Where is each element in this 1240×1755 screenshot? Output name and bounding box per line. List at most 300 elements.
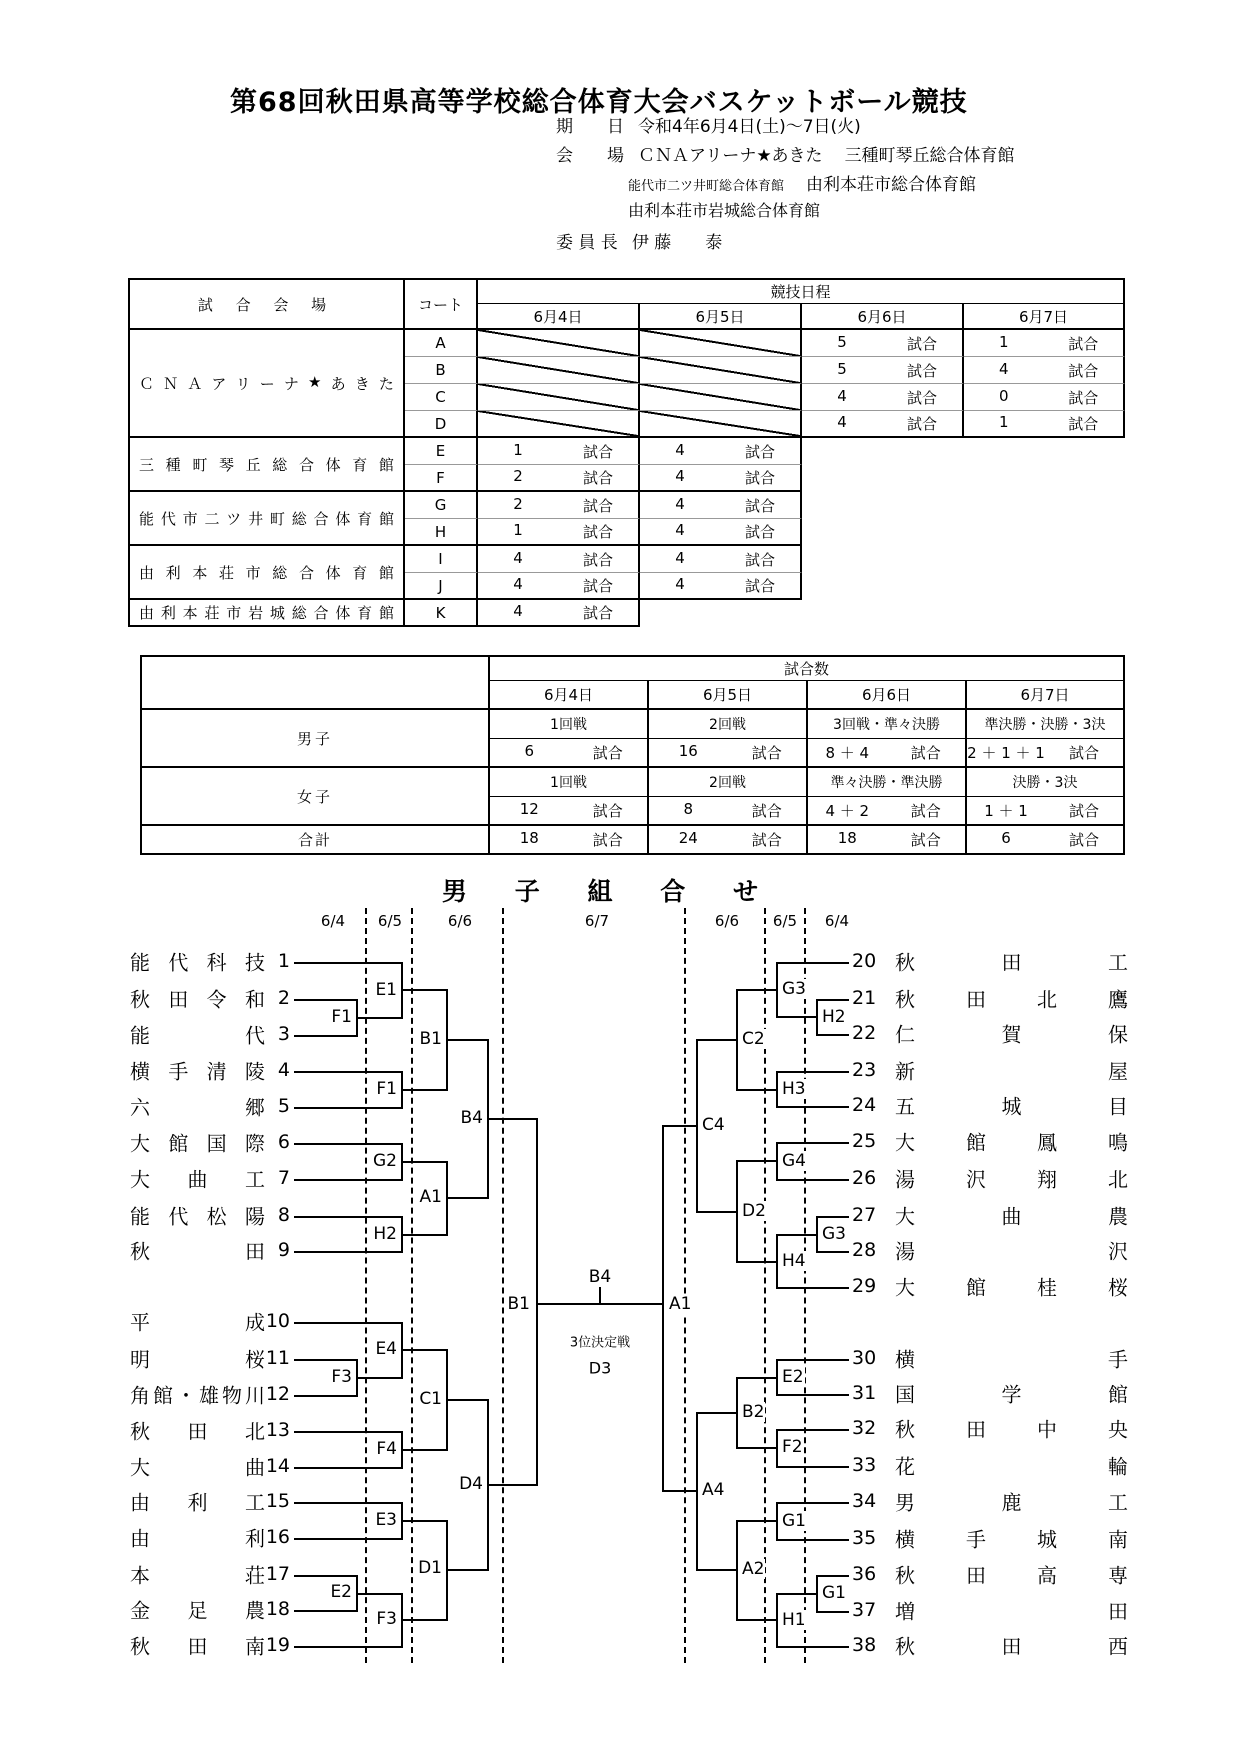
team-name-char: 横 [895,1347,915,1372]
bracket-line [736,1377,738,1449]
games-unit: 試合 [906,388,937,407]
team-name [130,1595,265,1624]
third-place-title: 3位決定戦 [570,1332,630,1351]
venue-char: 総 [291,604,307,622]
venue-header: 試 合 会 場 [128,278,405,330]
games-count: 4 [998,359,1009,378]
team-line [294,1610,358,1612]
venue-char: 館 [378,604,394,622]
day-divider-line [684,908,686,1663]
team-seed-number: 1 [277,950,290,972]
venue-char: 市 [182,509,198,528]
venue-char: 体 [325,455,341,474]
games-unit: 試合 [906,415,937,433]
match-label: C1 [419,1389,442,1409]
bracket-line [401,1349,448,1351]
bracket-line [401,989,448,991]
court-cell: E [405,438,478,465]
team-seed-number: 11 [265,1347,290,1369]
bracket-line [446,1039,489,1041]
team-name-char: 鳴 [1108,1130,1128,1155]
bracket-title-char: 合 [660,877,686,906]
venue-char: 井 [248,509,264,528]
team-name-char: 清 [206,1059,227,1084]
team-name-char: 鹿 [1001,1490,1022,1515]
bracket-line [446,1399,489,1401]
team-name-char: 大 [130,1455,150,1480]
bracket-line [401,1071,403,1109]
team-name-char: 城 [1037,1527,1057,1552]
team-name [895,1414,1128,1443]
team-name-char: 手 [966,1527,986,1552]
team-name-char: 能 [130,1204,150,1229]
bracket-line [401,1234,448,1236]
venue-char: リ [235,374,251,393]
bracket-line [446,1161,448,1236]
team-seed-number: 36 [852,1563,877,1585]
games-count: 4 [837,413,847,431]
games-unit: 試合 [1068,334,1099,353]
bracket-line [776,1071,778,1108]
team-seed-number: 8 [277,1204,290,1226]
team-name-char: 仁 [895,1022,915,1047]
team-name-char: 由 [130,1490,150,1515]
team-line [294,1575,358,1577]
team-name-char: 館 [966,1130,986,1155]
court-cell: B [405,357,478,384]
round-cell: 2回戦 [649,768,808,797]
games-unit: 試合 [744,577,775,595]
games-count: 4 [837,386,847,405]
games-count: 4 [675,548,685,567]
final-match-label: B4 [588,1267,612,1287]
bracket-line [776,1429,778,1468]
team-name-char: 目 [1108,1094,1128,1119]
team-name [130,1236,265,1265]
team-name-char: 手 [168,1059,189,1084]
venue-char: 育 [357,509,373,528]
third-place-match-label: D3 [588,1358,612,1378]
bracket-line [487,1118,538,1120]
team-name-char: 秋 [130,987,150,1012]
team-name-char: 館 [153,1383,173,1408]
team-name [130,1056,265,1085]
games-count: 6 [524,742,535,760]
court-cell: F [405,465,478,492]
team-name-char: 明 [130,1347,150,1372]
match-label: D4 [459,1474,483,1494]
team-name-char: 沢 [1108,1239,1128,1264]
bracket-line [816,1575,818,1613]
team-name-char: 物 [222,1383,242,1408]
match-label: F1 [376,1079,397,1099]
venue-char: 岩 [248,604,264,622]
match-label: D1 [418,1558,442,1578]
games-count: 1 [998,332,1009,351]
team-name-char: 秋 [895,950,915,975]
games-count: 0 [998,386,1009,405]
team-name-char: 秋 [895,987,915,1012]
bracket-line [401,1502,403,1540]
bracket-line [536,1118,538,1486]
match-label: F4 [376,1439,397,1459]
bracket-line [446,1520,448,1621]
team-seed-number: 35 [852,1527,877,1549]
chair-name: 伊 藤 泰 [631,233,723,253]
team-seed-number: 21 [852,987,877,1009]
team-line [294,1143,403,1145]
team-seed-number: 9 [277,1239,290,1261]
venue-char: 館 [378,563,394,582]
team-name-char: 大 [895,1204,915,1229]
team-name [895,1487,1128,1516]
bracket-date-label: 6/5 [772,912,798,930]
team-line [294,1107,403,1109]
court-cell: A [405,330,478,357]
bracket-line [401,1593,403,1648]
bracket-line [736,1160,778,1162]
date-header-cell: 6月7日 [967,681,1125,710]
team-seed-number: 31 [852,1382,877,1404]
team-name-char: 南 [245,1634,265,1659]
venue-value-5: 由利本荘市岩城総合体育館 [628,201,821,220]
team-name-char: 陵 [244,1059,265,1084]
team-seed-number: 10 [265,1310,290,1332]
team-name-char: 輪 [1108,1454,1128,1479]
team-name-char: 央 [1108,1417,1128,1442]
games-count: 12 [519,800,539,818]
venue-char: 町 [269,509,285,528]
court-cell: I [405,546,478,573]
team-name-char: 田 [187,1634,208,1659]
games-count: 18 [837,829,857,847]
team-name-char: 荘 [245,1563,265,1588]
match-label: G2 [373,1151,397,1171]
venue-char: 二 [204,509,220,528]
team-name-char: 桜 [1108,1275,1128,1300]
team-name-char: 国 [206,1131,227,1156]
bracket-line [662,1125,664,1492]
round-cell: 2回戦 [649,710,808,739]
schedule-days-header: 競技日程 [478,278,1125,304]
bracket-line [776,1593,778,1648]
games-unit: 試合 [582,496,613,515]
games-unit: 試合 [582,469,613,487]
team-seed-number: 15 [265,1490,290,1512]
team-name [895,1056,1128,1085]
games-count: 2 ＋ 1 ＋ 1 [967,744,1045,762]
team-seed-number: 19 [265,1634,290,1656]
games-count: 4 [675,440,685,459]
games-unit: 試合 [582,442,613,461]
team-name-char: 工 [245,1490,265,1515]
match-label: F2 [782,1437,803,1457]
team-name-char: 本 [130,1563,150,1588]
team-line [776,1539,849,1541]
team-name-char: 大 [895,1130,915,1155]
team-line [776,1071,849,1073]
team-name-char: 高 [1037,1563,1057,1588]
match-label: B1 [507,1294,530,1314]
team-line [776,1394,849,1396]
category-cell: 女子 [140,768,490,826]
bracket-line [662,1490,698,1492]
bracket-line [401,1143,403,1181]
date-header-cell: 6月6日 [802,304,964,330]
team-name-char: 代 [245,1023,265,1048]
team-name [130,1523,265,1552]
venue-char: 体 [335,604,351,622]
team-name-char: 郷 [245,1095,265,1120]
venue-value-3: 能代市二ツ井町総合体育館 [628,179,785,194]
venue-char: 育 [352,455,368,474]
venue-char: 本 [192,563,208,582]
team-line [776,1179,849,1181]
venue-char: た [378,374,394,393]
venue-char: 体 [325,563,341,582]
venue-char: 城 [269,604,285,622]
team-name-char: 賀 [1001,1022,1022,1047]
day-divider-line [411,908,413,1663]
bracket-line [401,1619,448,1621]
team-line [776,1287,849,1289]
games-count: 4 [513,602,523,620]
team-name [895,984,1128,1013]
team-name-char: 田 [1001,1634,1022,1659]
team-seed-number: 29 [852,1275,877,1297]
team-name-char: 田 [966,987,986,1012]
team-name-char: 湯 [895,1239,915,1264]
bracket-line [356,1575,358,1612]
bracket-line [776,1593,818,1595]
games-count: 24 [678,829,698,847]
team-name [895,1631,1128,1660]
day-divider-line [502,908,504,1663]
team-seed-number: 2 [277,987,290,1009]
team-name-char: 令 [206,987,227,1012]
team-name-char: 陽 [244,1204,265,1229]
bracket-line [816,999,818,1036]
team-name-char: 秋 [895,1563,915,1588]
games-unit: 試合 [1068,831,1099,849]
venue-char: 荘 [204,604,220,622]
team-name-char: 際 [244,1131,265,1156]
team-name-char: 農 [1108,1204,1128,1229]
venue-char: 合 [298,455,314,474]
match-label: B2 [742,1402,765,1422]
team-name-char: 六 [130,1095,150,1120]
team-name-char: 能 [130,1023,150,1048]
date-header-cell: 6月5日 [640,304,802,330]
bracket-line [776,1142,778,1181]
team-line [294,999,358,1001]
team-line [816,1216,849,1218]
team-line [294,962,403,964]
team-line [294,1322,403,1324]
venue-char: 荘 [218,563,234,582]
team-seed-number: 17 [265,1563,290,1585]
bracket-line [446,1349,448,1451]
team-name-char: 秋 [895,1417,915,1442]
team-name-char: 中 [1037,1417,1057,1442]
games-unit: 試合 [744,550,775,569]
venue-char: 三 [139,455,155,474]
venue-char: 館 [378,455,394,474]
venue-char: 琴 [218,455,234,474]
bracket-title-char: 男 [442,877,468,906]
date-header-cell: 6月4日 [478,304,640,330]
round-cell: 決勝・3決 [967,768,1125,797]
venue-char: ★ [307,372,322,391]
team-name [895,1164,1128,1193]
venue-char: 総 [272,563,288,582]
team-line [294,1251,403,1253]
bracket-line [736,989,738,1091]
venue-char: 館 [378,509,394,528]
bracket-line [446,989,448,1091]
team-name-char: 角 [130,1383,150,1408]
team-name-char: ・ [176,1383,196,1408]
court-cell: D [405,411,478,438]
team-name-char: 北 [245,1419,265,1444]
team-name-char: 保 [1108,1022,1128,1047]
bracket-line [401,1449,448,1451]
team-seed-number: 12 [265,1383,290,1405]
team-name-char: 屋 [1108,1059,1128,1084]
bracket-line [356,1017,403,1019]
team-line [776,1466,849,1468]
team-name-char: 北 [1108,1167,1128,1192]
team-name [895,1127,1128,1156]
round-cell: 準々決勝・準決勝 [808,768,967,797]
team-name-char: 大 [130,1167,150,1192]
match-label: H3 [782,1079,806,1099]
match-label: F3 [331,1367,352,1387]
match-label: F1 [331,1007,352,1027]
venue-char: 合 [313,509,329,528]
bracket-line [696,1039,698,1213]
bracket-line [696,1412,698,1571]
games-unit: 試合 [751,744,782,762]
date-label: 期 日 [556,117,624,137]
team-name-char: 金 [130,1598,150,1623]
team-name-char: 沢 [966,1167,986,1192]
games-count-header: 試合数 [490,655,1125,681]
team-name [130,1092,265,1121]
team-name [895,1236,1128,1265]
court-cell: H [405,519,478,546]
chair-label: 委 員 長 [556,233,618,253]
bracket-line [696,1569,738,1571]
document-title: 第68回秋田県高等学校総合体育大会バスケットボール競技 [230,87,968,118]
team-name-char: 田 [966,1417,986,1442]
bracket-date-label: 6/6 [447,912,473,930]
games-count: 1 [998,413,1009,431]
bracket-date-label: 6/4 [824,912,850,930]
bracket-line [736,1160,738,1263]
team-name [130,1344,265,1373]
match-label: A4 [702,1480,725,1500]
bracket-line [401,1520,448,1522]
games-count: 2 [513,494,523,513]
team-name [130,1487,265,1516]
games-count: 5 [837,359,847,378]
team-name-char: 利 [245,1526,265,1551]
bracket-date-label: 6/5 [377,912,403,930]
match-label: A2 [742,1559,765,1579]
bracket-line [401,1216,403,1253]
team-name [130,1631,265,1660]
team-name [895,1379,1128,1408]
date-header-cell: 6月6日 [808,681,967,710]
venue-char: 市 [226,604,242,622]
bracket-line [776,1234,778,1289]
games-unit: 試合 [582,577,613,595]
team-seed-number: 37 [852,1599,877,1621]
match-label: G1 [822,1583,846,1603]
venue-char: ナ [283,374,299,393]
games-unit: 試合 [592,802,623,820]
team-line [816,1611,849,1613]
team-name-char: 曲 [1001,1204,1022,1229]
games-count: 2 [513,467,523,485]
team-name [130,1560,265,1589]
team-name-char: 雄 [199,1383,219,1408]
games-count: 4 [513,575,523,593]
team-name-char: 工 [245,1167,265,1192]
date-header-cell: 6月5日 [649,681,808,710]
team-name [130,947,265,976]
bracket-line [776,1359,778,1396]
bracket-title-char: 組 [587,877,613,906]
venue-char: 体 [335,509,351,528]
team-seed-number: 32 [852,1417,877,1439]
team-name [895,1091,1128,1120]
team-name-char: 横 [895,1527,915,1552]
venue-value-1: ＣＮＡアリーナ★あきた [638,146,823,166]
bracket-line [446,1197,489,1199]
team-name-char: 田 [966,1563,986,1588]
venue-char: 合 [298,563,314,582]
date-header-cell: 6月7日 [964,304,1125,330]
team-name [130,1452,265,1481]
venue-char: 合 [313,604,329,622]
team-name [130,1164,265,1193]
games-unit: 試合 [1068,744,1099,762]
bracket-line [776,1234,818,1236]
team-name-char: 専 [1108,1563,1128,1588]
games-count: 6 [1001,829,1011,847]
team-name [895,1019,1128,1048]
bracket-line [356,1593,403,1595]
team-name-char: 田 [1001,950,1022,975]
team-name-char: 松 [206,1204,227,1229]
team-name-char: 大 [895,1275,915,1300]
games-unit: 試合 [592,744,623,762]
bracket-line [696,1211,738,1213]
team-line [294,1395,358,1397]
team-line [776,1429,849,1431]
bracket-line [816,1216,818,1253]
team-seed-number: 25 [852,1130,877,1152]
team-name-char: 館 [1108,1382,1128,1407]
team-name-char: 鷹 [1108,987,1128,1012]
bracket-title-char: せ [732,877,758,906]
team-line [816,1034,849,1036]
games-unit: 試合 [751,802,782,820]
team-line [294,1071,403,1073]
team-name-char: 男 [895,1490,915,1515]
